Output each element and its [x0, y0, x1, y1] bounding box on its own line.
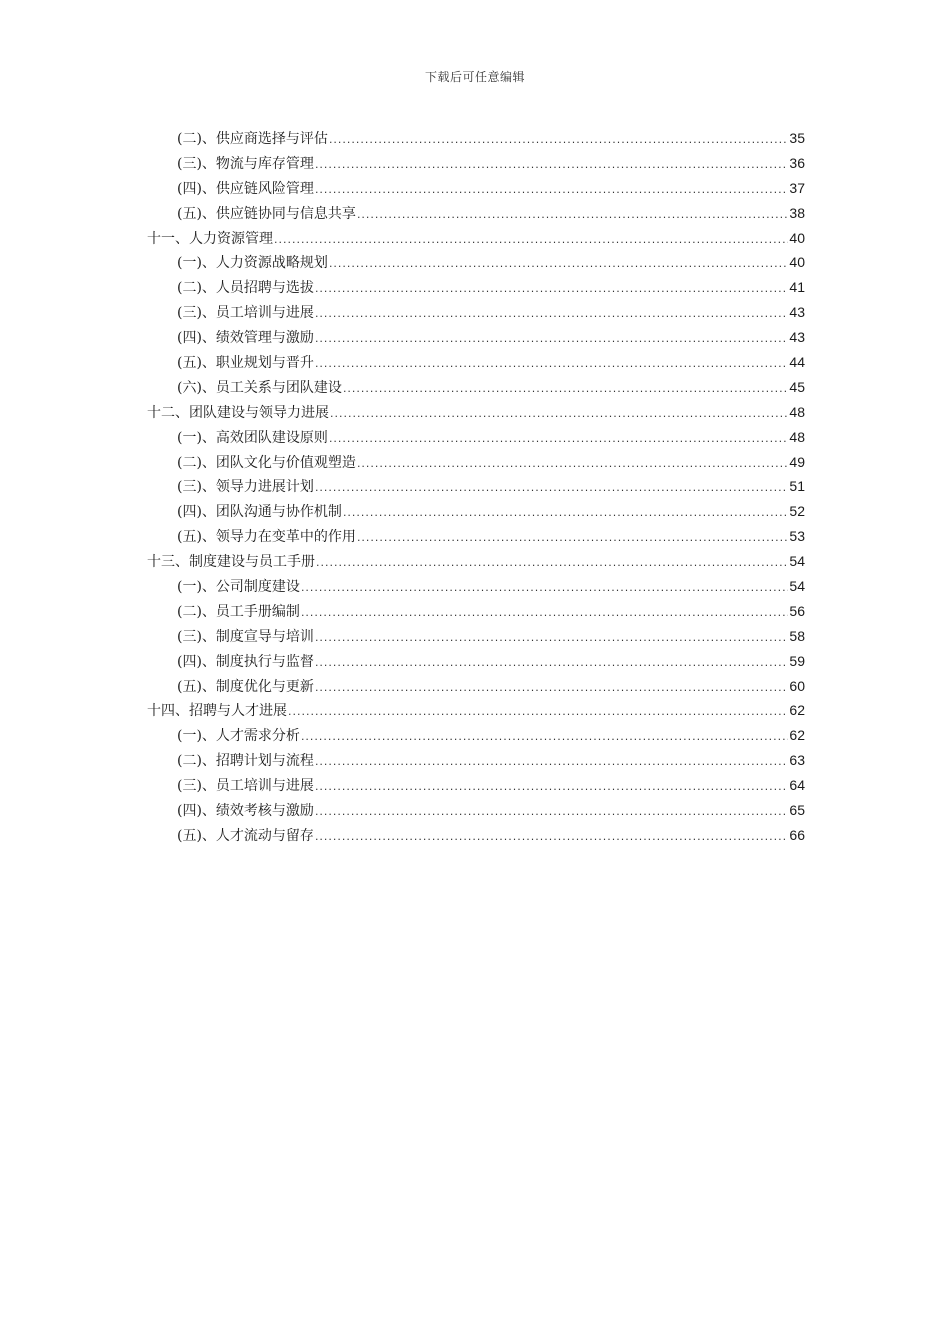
- toc-chapter-entry[interactable]: [147, 226, 805, 251]
- toc-section-entry[interactable]: [147, 126, 805, 151]
- toc-entry-title: (一)、公司制度建设: [177, 579, 300, 596]
- toc-section-entry[interactable]: [147, 176, 805, 201]
- toc-section-entry[interactable]: [147, 574, 805, 599]
- toc-page-number: 58: [789, 627, 805, 644]
- toc-dot-leader: [301, 601, 788, 626]
- toc-section-entry[interactable]: [147, 624, 805, 649]
- toc-page-number: 43: [789, 329, 805, 346]
- toc-entry-title: (二)、供应商选择与评估: [177, 131, 328, 147]
- toc-entry-title: (五)、领导力在变革中的作用: [177, 529, 356, 546]
- toc-entry-title: (二)、员工手册编制: [177, 603, 300, 620]
- toc-entry-title: (一)、人力资源战略规划: [177, 255, 328, 272]
- toc-page-number: 44: [789, 354, 805, 371]
- toc-section-entry[interactable]: [147, 450, 805, 475]
- toc-entry-title: (二)、人员招聘与选拔: [177, 280, 314, 297]
- toc-entry-title: (四)、团队沟通与协作机制: [177, 504, 342, 521]
- toc-entry-title: (一)、高效团队建设原则: [177, 429, 328, 446]
- toc-dot-leader: [288, 700, 788, 725]
- toc-dot-leader: [316, 551, 788, 576]
- toc-dot-leader: [315, 651, 788, 676]
- toc-section-entry[interactable]: [147, 201, 805, 226]
- toc-chapter-entry[interactable]: [147, 400, 805, 425]
- toc-page-number: 41: [789, 279, 805, 296]
- toc-entry-title: 十四、招聘与人才进展: [147, 703, 287, 720]
- toc-dot-leader: [343, 501, 788, 526]
- toc-section-entry[interactable]: [147, 748, 805, 773]
- toc-page-number: 62: [789, 702, 805, 719]
- toc-page-number: 43: [789, 304, 805, 321]
- toc-page-number: 38: [789, 204, 805, 221]
- toc-page-number: 48: [789, 403, 805, 420]
- toc-page-number: 54: [789, 553, 805, 570]
- toc-dot-leader: [274, 228, 788, 253]
- toc-section-entry[interactable]: [147, 350, 805, 375]
- toc-dot-leader: [315, 302, 788, 327]
- toc-section-entry[interactable]: [147, 151, 805, 176]
- toc-page-number: 64: [789, 777, 805, 794]
- toc-dot-leader: [329, 128, 788, 153]
- toc-section-entry[interactable]: [147, 275, 805, 300]
- toc-page-number: 56: [789, 602, 805, 619]
- toc-dot-leader: [329, 427, 788, 452]
- toc-entry-title: (三)、物流与库存管理: [177, 155, 314, 172]
- toc-dot-leader: [343, 377, 788, 402]
- toc-dot-leader: [315, 800, 788, 825]
- toc-page-number: 62: [789, 727, 805, 744]
- toc-chapter-entry[interactable]: [147, 549, 805, 574]
- toc-section-entry[interactable]: [147, 325, 805, 350]
- toc-dot-leader: [357, 526, 788, 551]
- toc-page-number: 63: [789, 752, 805, 769]
- toc-section-entry[interactable]: [147, 823, 805, 848]
- toc-section-entry[interactable]: [147, 599, 805, 624]
- toc-dot-leader: [315, 277, 788, 302]
- toc-entry-title: (二)、招聘计划与流程: [177, 753, 314, 770]
- toc-entry-title: (四)、供应链风险管理: [177, 180, 314, 197]
- toc-page-number: 35: [789, 130, 805, 146]
- toc-entry-title: (五)、制度优化与更新: [177, 678, 314, 695]
- toc-entry-title: 十三、制度建设与员工手册: [147, 554, 315, 571]
- toc-dot-leader: [301, 725, 788, 750]
- toc-page-number: 53: [789, 528, 805, 545]
- toc-entry-title: (三)、员工培训与进展: [177, 305, 314, 322]
- toc-entry-title: (四)、绩效考核与激励: [177, 803, 314, 820]
- toc-entry-title: 十一、人力资源管理: [147, 230, 273, 247]
- toc-page-number: 54: [789, 578, 805, 595]
- toc-page-number: 45: [789, 378, 805, 395]
- toc-section-entry[interactable]: [147, 375, 805, 400]
- toc-section-entry[interactable]: [147, 425, 805, 450]
- toc-section-entry[interactable]: [147, 499, 805, 524]
- toc-entry-title: (三)、员工培训与进展: [177, 778, 314, 795]
- toc-entry-title: (五)、职业规划与晋升: [177, 355, 314, 372]
- toc-entry-title: 十二、团队建设与领导力进展: [147, 404, 329, 421]
- page-header: 下载后可任意编辑: [424, 70, 525, 84]
- toc-entry-title: (六)、员工关系与团队建设: [177, 379, 342, 396]
- toc-entry-title: (三)、领导力进展计划: [177, 479, 314, 496]
- toc-dot-leader: [315, 327, 788, 352]
- toc-dot-leader: [315, 676, 788, 701]
- toc-section-entry[interactable]: [147, 723, 805, 748]
- toc-section-entry[interactable]: [147, 773, 805, 798]
- toc-dot-leader: [301, 576, 788, 601]
- toc-page-number: 65: [789, 802, 805, 819]
- toc-page-number: 66: [789, 826, 805, 843]
- toc-section-entry[interactable]: [147, 798, 805, 823]
- toc-entry-title: (四)、绩效管理与激励: [177, 330, 314, 347]
- toc-dot-leader: [315, 825, 788, 850]
- toc-section-entry[interactable]: [147, 250, 805, 275]
- toc-dot-leader: [329, 252, 788, 277]
- toc-dot-leader: [315, 153, 788, 178]
- toc-section-entry[interactable]: [147, 649, 805, 674]
- toc-section-entry[interactable]: [147, 474, 805, 499]
- toc-entry-title: (二)、团队文化与价值观塑造: [177, 454, 356, 471]
- toc-section-entry[interactable]: [147, 524, 805, 549]
- toc-entry-title: (五)、供应链协同与信息共享: [177, 205, 356, 222]
- toc-dot-leader: [315, 476, 788, 501]
- toc-page-number: 36: [789, 154, 805, 171]
- table-of-contents: [147, 126, 805, 848]
- toc-page-number: 59: [789, 652, 805, 669]
- toc-dot-leader: [315, 626, 788, 651]
- toc-page-number: 40: [789, 254, 805, 271]
- toc-page-number: 52: [789, 503, 805, 520]
- toc-page-number: 48: [789, 428, 805, 445]
- toc-dot-leader: [315, 178, 788, 203]
- toc-page-number: 60: [789, 677, 805, 694]
- toc-section-entry[interactable]: [147, 674, 805, 699]
- toc-dot-leader: [315, 750, 788, 775]
- toc-dot-leader: [330, 402, 788, 427]
- toc-dot-leader: [315, 775, 788, 800]
- toc-page-number: 40: [789, 229, 805, 246]
- toc-entry-title: (四)、制度执行与监督: [177, 653, 314, 670]
- toc-entry-title: (一)、人才需求分析: [177, 728, 300, 745]
- toc-section-entry[interactable]: [147, 300, 805, 325]
- toc-page-number: 51: [789, 478, 805, 495]
- toc-entry-title: (五)、人才流动与留存: [177, 827, 314, 844]
- toc-entry-title: (三)、制度宣导与培训: [177, 628, 314, 645]
- toc-dot-leader: [357, 203, 788, 228]
- toc-page-number: 37: [789, 179, 805, 196]
- toc-dot-leader: [315, 352, 788, 377]
- toc-chapter-entry[interactable]: [147, 698, 805, 723]
- toc-page-number: 49: [789, 453, 805, 470]
- toc-dot-leader: [357, 452, 788, 477]
